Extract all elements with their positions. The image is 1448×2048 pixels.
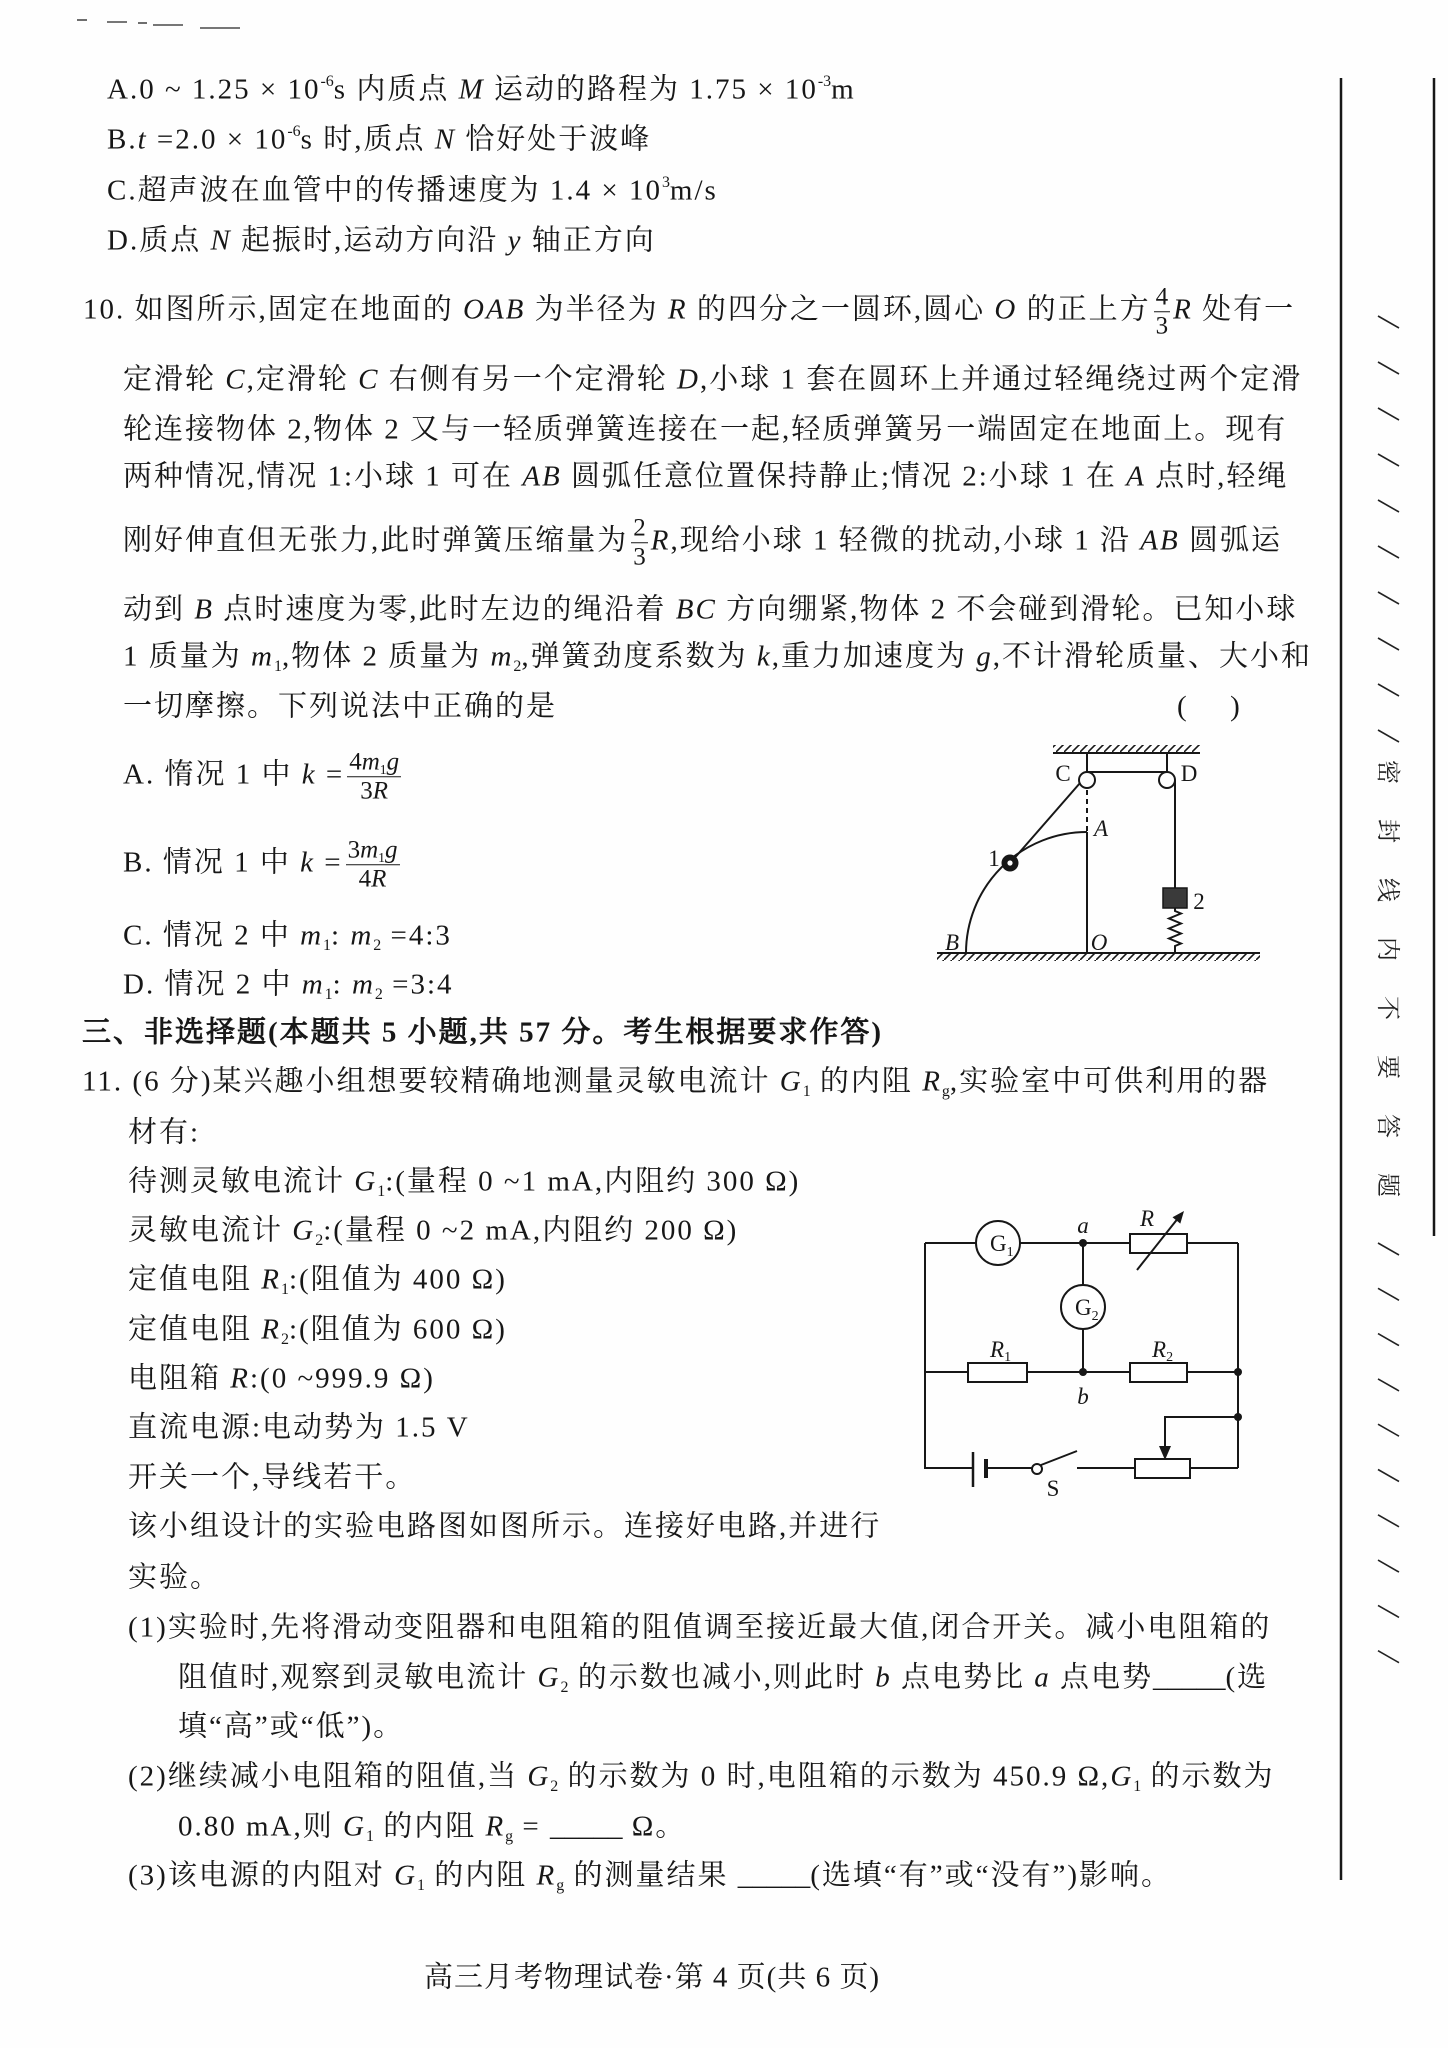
label-g1-sub: 1 [1006, 1245, 1014, 1260]
subscript: g [556, 1877, 565, 1895]
junction-a [1079, 1239, 1087, 1247]
q9-option-b [107, 123, 651, 158]
text-run: 动到 [123, 593, 195, 626]
text-run: 的内阻 [810, 1065, 923, 1098]
subscript: 1 [280, 1281, 289, 1299]
answer-blank: _____ [737, 1859, 811, 1892]
seal-tick-mark [1378, 1470, 1399, 1482]
q11-sub-question-1 [178, 1661, 1268, 1696]
text-run: 右侧有另一个定滑轮 [379, 363, 677, 396]
text-run: 灵敏电流计 [128, 1214, 293, 1247]
math-variable: R [485, 1810, 506, 1843]
q10-stem-line [123, 413, 1287, 448]
text-run: 填“高”或“低”)。 [178, 1710, 405, 1743]
label-r2 [1151, 1337, 1173, 1365]
seal-line-warning: 密封线内不要答题 [1374, 760, 1402, 1232]
superscript: -6 [287, 122, 301, 140]
superscript: 3 [661, 173, 670, 191]
math-variable: C [225, 363, 247, 396]
seal-tick-mark [1378, 316, 1399, 328]
q11-stem-line [82, 1065, 1269, 1100]
math-variable: t [137, 123, 148, 156]
section-heading [82, 1016, 883, 1051]
text-run: 圆弧任意位置保持静止;情况 2:小球 1 在 [561, 460, 1127, 493]
text-run: ,实验室中可供利用的器 [949, 1065, 1270, 1098]
text-run: 处有一 [1192, 293, 1296, 326]
text-run: :(阻值为 400 Ω) [288, 1263, 507, 1296]
circuit-diagram [900, 1200, 1260, 1510]
math-variable: G [537, 1661, 561, 1694]
q10-stem-line [83, 284, 1295, 340]
slider-arrow-head [1159, 1446, 1171, 1460]
math-variable: R [650, 524, 671, 557]
q11-material-item [128, 1214, 738, 1249]
q11-sub-question-1 [128, 1611, 1271, 1646]
text-run: 点时速度为零,此时左边的绳沿着 [213, 593, 676, 626]
q9-option-d [107, 224, 656, 259]
math-variable: N [210, 224, 232, 257]
q11-description-line [128, 1561, 221, 1596]
math-variable: m [361, 748, 380, 776]
block-2 [1163, 888, 1187, 908]
label-node-b: b [1077, 1384, 1089, 1409]
math-variable: g [976, 640, 993, 673]
text-run: :(量程 0 ~1 mA,内阻约 300 Ω) [385, 1165, 801, 1198]
text-run: 该小组设计的实验电路图如图所示。连接好电路,并进行 [128, 1510, 882, 1543]
label-block-2: 2 [1193, 889, 1205, 914]
text-run: B. 情况 1 中 [123, 846, 301, 879]
text-run: ,现给小球 1 轻微的扰动,小球 1 沿 [670, 524, 1141, 557]
fraction-denominator [358, 778, 390, 805]
seal-tick-mark [1378, 1243, 1399, 1255]
math-variable: m [490, 640, 514, 673]
spring [1169, 908, 1181, 953]
pulley-c [1079, 772, 1095, 788]
text-run: 电阻箱 [128, 1362, 231, 1395]
text-run: 开关一个,导线若干。 [128, 1461, 417, 1494]
text-run: 轴正方向 [522, 224, 656, 257]
math-variable: C [358, 363, 380, 396]
text-run: =4:3 [381, 919, 452, 952]
math-variable: b [875, 1661, 892, 1694]
text-run: (2)继续减小电阻箱的阻值,当 [128, 1760, 528, 1793]
text-run: 实验。 [128, 1561, 222, 1594]
q10-stem-line [123, 593, 1297, 628]
text-run: 恰好处于波峰 [456, 123, 652, 156]
text-run: 为半径为 [525, 293, 668, 326]
fraction-numerator [347, 749, 401, 777]
math-variable: m [300, 919, 324, 952]
math-variable: G [527, 1760, 551, 1793]
text-run: 10. 如图所示,固定在地面的 [83, 293, 464, 326]
text-run: 11. (6 分)某兴趣小组想要较精确地测量灵敏电流计 [82, 1065, 780, 1098]
q10-stem-line [123, 515, 1282, 571]
q11-material-item [128, 1313, 507, 1348]
label-c: C [1055, 761, 1071, 786]
subscript: 1 [802, 1083, 811, 1101]
q10-option-a [123, 749, 404, 805]
text-run: 轮连接物体 2,物体 2 又与一轻质弹簧连接在一起,轻质弹簧另一端固定在地面上。现有 [123, 413, 1288, 446]
label-r1-main: R [990, 1337, 1005, 1362]
text-run: D. 情况 2 中 [123, 968, 302, 1001]
text-run: =2.0 × 10 [147, 123, 288, 156]
seal-tick-mark [1378, 730, 1399, 742]
text-run: 3 [1155, 312, 1169, 340]
seal-tick-mark [1378, 1605, 1399, 1617]
label-r1-sub: 1 [1004, 1350, 1012, 1365]
math-variable: G [1110, 1760, 1134, 1793]
subscript: 1 [273, 658, 282, 676]
math-variable: y [507, 224, 523, 257]
label-node-a: a [1077, 1213, 1089, 1238]
text-run: : [331, 919, 351, 952]
q11-material-item [128, 1411, 470, 1446]
subscript: 1 [377, 1183, 386, 1201]
text-run: 方向绷紧,物体 2 不会碰到滑轮。已知小球 [716, 593, 1298, 626]
math-variable: R [922, 1065, 942, 1098]
fraction-denominator [631, 544, 648, 571]
pulley-ring-figure [925, 738, 1270, 968]
ceiling-hatch [1053, 745, 1200, 753]
math-variable: BC [675, 593, 717, 626]
text-run: :(阻值为 600 Ω) [288, 1313, 507, 1346]
math-variable: R [1173, 293, 1193, 326]
q11-material-item [128, 1263, 507, 1298]
math-variable: A [1126, 460, 1146, 493]
label-o: O [1090, 930, 1108, 955]
subscript: 1 [365, 1828, 374, 1846]
math-variable: M [458, 73, 485, 106]
seal-tick-mark [1378, 408, 1399, 420]
text-run: m/s [669, 174, 718, 207]
math-variable: B [194, 593, 214, 626]
math-variable: G [343, 1810, 366, 1843]
resistor-r2 [1130, 1363, 1187, 1382]
text-run: ,重力加速度为 [771, 640, 977, 673]
text-run: 材有: [128, 1116, 201, 1149]
q10-stem-line [123, 460, 1288, 495]
seal-tick-mark [1378, 1379, 1399, 1391]
superscript: -6 [320, 72, 334, 90]
resistor-r1 [968, 1363, 1027, 1382]
seal-tick-mark [1378, 1515, 1399, 1527]
label-ball-1: 1 [988, 846, 1000, 871]
seal-tick-mark [1378, 1560, 1399, 1572]
q9-option-c [107, 174, 718, 209]
subscript: 1 [379, 762, 387, 778]
text-run: 的示数为 0 时,电阻箱的示数为 450.9 Ω, [558, 1760, 1111, 1793]
label-r2-main: R [1152, 1337, 1167, 1362]
junction-right [1234, 1368, 1242, 1376]
junction-b [1079, 1368, 1087, 1376]
text-run: 2 [633, 514, 646, 542]
text-run: A.0 ~ 1.25 × 10 [107, 73, 321, 106]
math-variable: R [372, 777, 389, 805]
text-run: Ω。 [622, 1810, 687, 1843]
seal-tick-mark [1378, 362, 1399, 374]
text-run: 点电势 [1050, 1661, 1153, 1694]
text-run: ,定滑轮 [246, 363, 359, 396]
fraction-denominator [357, 866, 389, 893]
math-variable: k [301, 758, 317, 791]
text-run: ,物体 2 质量为 [281, 640, 491, 673]
label-g2-sub: 2 [1091, 1309, 1099, 1324]
math-variable: R [230, 1362, 250, 1395]
answer-bracket: ( ) [1177, 690, 1240, 723]
switch-pivot [1032, 1464, 1042, 1474]
math-variable: R [536, 1859, 557, 1892]
math-variable: D [676, 363, 700, 396]
text-run: 一切摩擦。下列说法中正确的是 [123, 690, 558, 723]
math-variable: m [301, 968, 325, 1001]
q11-sub-question-2 [178, 1810, 686, 1845]
subscript: 1 [324, 986, 333, 1004]
text-run: 3 [360, 777, 373, 805]
text-run: 三、非选择题(本题共 5 小题,共 57 分。考生根据要求作答) [82, 1016, 884, 1049]
fraction-numerator [1154, 284, 1171, 312]
q11-material-item [128, 1362, 435, 1397]
text-run: 的示数也减小,则此时 [568, 1661, 876, 1694]
fraction-numerator [346, 837, 400, 865]
label-a: A [1093, 816, 1109, 841]
math-variable: R [667, 293, 688, 326]
text-run: 运动的路程为 1.75 × 10 [484, 73, 818, 106]
q11-sub-question-3 [128, 1859, 1172, 1894]
math-variable: O [994, 293, 1018, 326]
label-d: D [1180, 761, 1198, 786]
text-run: :(0 ~999.9 Ω) [249, 1362, 435, 1395]
text-run: 阻值时,观察到灵敏电流计 [178, 1661, 538, 1694]
subscript: 1 [323, 937, 332, 955]
fraction [631, 515, 648, 571]
q11-sub-question-2 [128, 1760, 1275, 1795]
seal-tick-mark [1378, 546, 1399, 558]
text-run: 刚好伸直但无张力,此时弹簧压缩量为 [123, 524, 629, 557]
text-run: 3 [633, 543, 646, 571]
math-variable: m [351, 968, 375, 1001]
answer-blank: _____ [550, 1810, 623, 1843]
fraction [1154, 284, 1171, 340]
text-run: (1)实验时,先将滑动变阻器和电阻箱的阻值调至接近最大值,闭合开关。减小电阻箱的 [128, 1611, 1272, 1644]
q10-stem-line [123, 363, 1302, 398]
text-run: 两种情况,情况 1:小球 1 可在 [123, 460, 523, 493]
q10-stem-line [123, 640, 1312, 675]
text-run: 点时,轻绳 [1145, 460, 1289, 493]
seal-tick-mark [1378, 638, 1399, 650]
label-r1 [989, 1337, 1011, 1365]
subscript: 1 [417, 1877, 425, 1895]
text-run: 定滑轮 [123, 363, 226, 396]
math-variable: R [261, 1263, 281, 1296]
label-resistance-box: R [1139, 1206, 1155, 1231]
subscript: 2 [315, 1232, 324, 1250]
math-variable: k [756, 640, 772, 673]
text-run: C. 情况 2 中 [123, 919, 301, 952]
text-run: D.质点 [107, 224, 211, 257]
text-run: 点电势比 [891, 1661, 1035, 1694]
subscript: 2 [374, 986, 383, 1004]
q11-description-line [128, 1510, 881, 1545]
subscript: 1 [378, 850, 386, 866]
text-run: = [314, 846, 343, 879]
answer-blank: _____ [1152, 1661, 1226, 1694]
junction-slider [1234, 1413, 1242, 1421]
fraction-denominator [1154, 313, 1171, 340]
superscript: -3 [817, 72, 832, 90]
seal-tick-mark [1378, 1334, 1399, 1346]
seal-tick-mark [1378, 500, 1399, 512]
text-run: =3:4 [382, 968, 454, 1001]
text-run: 定值电阻 [128, 1263, 262, 1296]
fraction [346, 837, 400, 893]
text-run: m [831, 73, 856, 106]
subscript: 2 [550, 1778, 559, 1796]
text-run: :(量程 0 ~2 mA,内阻约 200 Ω) [323, 1214, 739, 1247]
subscript: g [941, 1083, 950, 1101]
text-run: 的四分之一圆环,圆心 [687, 293, 995, 326]
math-variable: R [261, 1313, 281, 1346]
label-g1-main: G [990, 1231, 1007, 1256]
rheostat [1135, 1459, 1190, 1478]
q10-stem-line [123, 690, 557, 725]
q10-option-b [123, 837, 403, 893]
q11-sub-question-1 [178, 1710, 404, 1745]
text-run: = [513, 1810, 550, 1843]
text-run: 起振时,运动方向沿 [231, 224, 508, 257]
label-r2-sub: 2 [1166, 1350, 1174, 1365]
text-run: 的正上方 [1017, 293, 1151, 326]
text-run: 0.80 mA,则 [178, 1810, 344, 1843]
subscript: 2 [280, 1331, 289, 1349]
text-run: 待测灵敏电流计 [128, 1165, 355, 1198]
seal-tick-mark [1378, 1424, 1399, 1436]
subscript: g [505, 1828, 514, 1846]
text-run: 3 [347, 836, 361, 864]
text-run: 的测量结果 [564, 1859, 738, 1892]
math-variable: g [385, 836, 398, 864]
text-run: : [332, 968, 352, 1001]
text-run: 的内阻 [373, 1810, 486, 1843]
subscript: 2 [373, 937, 382, 955]
seal-tick-mark [1378, 1651, 1399, 1663]
text-run: s 时,质点 [300, 123, 435, 156]
math-variable: G [779, 1065, 803, 1098]
math-variable: N [434, 123, 457, 156]
fraction-numerator [631, 515, 648, 543]
text-run: 的示数为 [1141, 1760, 1275, 1793]
seal-tick-mark [1378, 684, 1399, 696]
math-variable: AB [1140, 524, 1180, 557]
q9-option-a [107, 73, 856, 108]
text-run: = [316, 758, 345, 791]
q11-material-item [128, 1165, 800, 1200]
text-run: s 内质点 [333, 73, 459, 106]
scan-dash-marks [0, 0, 360, 40]
pulley-d [1159, 772, 1175, 788]
math-variable: OAB [463, 293, 526, 326]
text-run: (选填“有”或“没有”)影响。 [810, 1859, 1173, 1892]
slider-tap-wire [1165, 1417, 1238, 1450]
math-variable: k [300, 846, 315, 879]
math-variable: g [386, 748, 400, 776]
subscript: 2 [513, 658, 522, 676]
text-run: 定值电阻 [128, 1313, 262, 1346]
math-variable: m [251, 640, 274, 673]
text-run: 4 [1155, 283, 1169, 311]
text-run: ,小球 1 套在圆环上并通过轻绳绕过两个定滑 [699, 363, 1303, 396]
seal-tick-mark [1378, 1288, 1399, 1300]
text-run: A. 惰况 1 中 [123, 758, 302, 791]
math-variable: m [350, 919, 374, 952]
label-switch: S [1046, 1476, 1060, 1501]
seal-tick-mark [1378, 454, 1399, 466]
q10-option-c [123, 919, 452, 954]
math-variable: G [292, 1214, 316, 1247]
ball-1-hole [1007, 860, 1012, 865]
text-run: B. [107, 123, 138, 156]
text-run: ,不计滑轮质量、大小和 [992, 640, 1313, 673]
switch-lever [1041, 1451, 1077, 1465]
text-run: C.超声波在血管中的传播速度为 1.4 × 10 [107, 174, 662, 207]
subscript: 2 [560, 1679, 569, 1697]
q11-stem-line [128, 1116, 200, 1151]
label-g2-main: G [1075, 1295, 1092, 1320]
text-run: 4 [358, 865, 372, 893]
math-variable: G [354, 1165, 378, 1198]
seal-tick-mark [1378, 592, 1399, 604]
label-b: B [944, 930, 960, 955]
text-run: 直流电源:电动势为 1.5 V [128, 1411, 470, 1444]
text-run: (3)该电源的内阻对 [128, 1859, 395, 1892]
math-variable: G [394, 1859, 418, 1892]
quarter-ring-arc [966, 832, 1087, 953]
text-run: (选 [1225, 1661, 1269, 1694]
text-run: 1 质量为 [123, 640, 252, 673]
math-variable: AB [522, 460, 562, 493]
math-variable: R [371, 865, 387, 893]
q10-option-d [123, 968, 454, 1003]
text-run: ,弹簧劲度系数为 [521, 640, 757, 673]
math-variable: a [1034, 1661, 1051, 1694]
text-run: 的内阻 [425, 1859, 537, 1892]
math-variable: m [360, 836, 379, 864]
page-footer: 高三月考物理试卷·第 4 页(共 6 页) [424, 1961, 880, 1994]
subscript: 1 [1133, 1778, 1142, 1796]
rope-to-ball [1012, 783, 1080, 861]
text-run: 4 [349, 748, 362, 776]
fraction [347, 749, 401, 805]
text-run: 圆弧运 [1179, 524, 1282, 557]
q11-material-item [128, 1461, 416, 1496]
